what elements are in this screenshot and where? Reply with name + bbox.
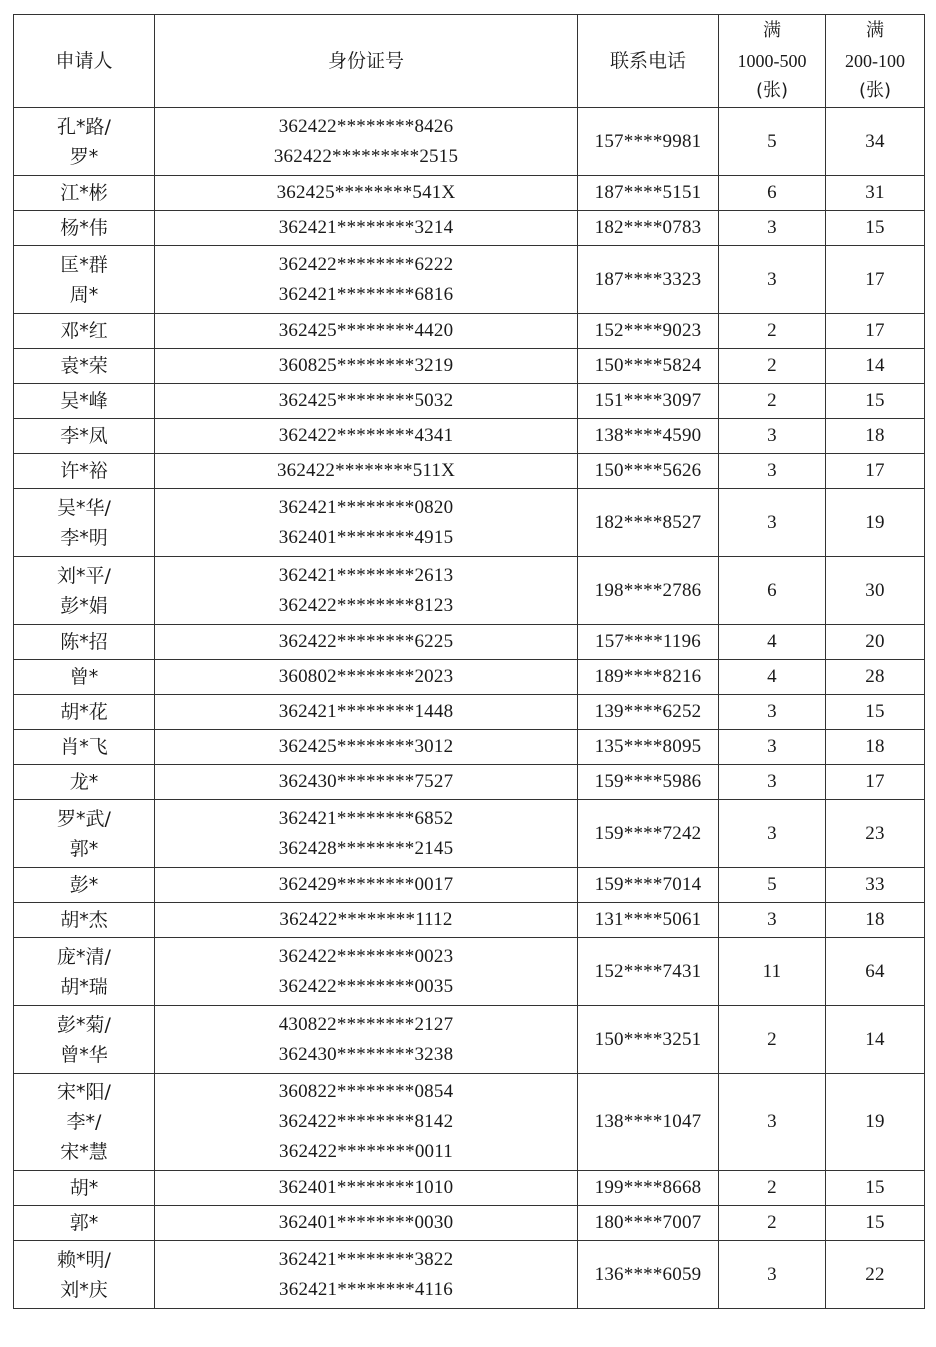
phone-cell: 138****4590 (578, 419, 719, 454)
id-number: 362422********1112 (279, 909, 453, 930)
id-number: 362421********6852 (278, 807, 454, 829)
header-applicant: 申请人 (14, 15, 155, 108)
applicant-name-cell (14, 1074, 155, 1171)
count-1000-500-cell: 3 (719, 695, 826, 730)
count-1000-500-cell: 3 (719, 903, 826, 938)
applicant-name: 胡* (69, 1177, 99, 1199)
table-row (14, 349, 925, 384)
applicant-name-cell (14, 384, 155, 419)
applicant-name: 郭* (69, 1212, 99, 1234)
count-1000-500-cell: 2 (719, 349, 826, 384)
phone-cell: 150****3251 (578, 1006, 719, 1074)
id-number: 362401********0030 (278, 1212, 454, 1233)
applicant-name: 宋*阳/ (57, 1081, 111, 1103)
applicant-name: 胡*杰 (60, 909, 108, 931)
id-number: 362425********3012 (278, 736, 454, 757)
applicant-name: 周* (69, 283, 99, 306)
id-number-cell (155, 1171, 578, 1206)
phone-cell: 189****8216 (578, 660, 719, 695)
id-number: 362428********2145 (278, 837, 454, 859)
applicant-name-cell (14, 765, 155, 800)
count-1000-500-cell: 3 (719, 419, 826, 454)
applicant-name: 曾*华 (60, 1043, 108, 1066)
applicant-name: 吴*华/ (57, 496, 111, 519)
applicant-name: 杨*伟 (60, 217, 108, 239)
phone-cell: 182****8527 (578, 489, 719, 557)
count-200-100-cell: 19 (826, 489, 925, 557)
table-row (14, 314, 925, 349)
header-count-a-line: 1000-500 (737, 51, 807, 71)
id-number: 362425********4420 (278, 320, 454, 341)
count-1000-500-cell: 2 (719, 1006, 826, 1074)
id-number: 362421********3214 (278, 217, 454, 238)
applicant-name: 刘*平/ (57, 564, 111, 587)
table-row (14, 419, 925, 454)
applicant-name-cell (14, 176, 155, 211)
id-number-cell (155, 454, 578, 489)
applicant-name-cell (14, 246, 155, 314)
id-number-cell (155, 246, 578, 314)
phone-cell: 159****5986 (578, 765, 719, 800)
table-row (14, 557, 925, 625)
id-number: 360822********0854 (278, 1081, 454, 1102)
id-number: 362422********8426 (278, 115, 454, 137)
count-200-100-cell: 17 (826, 765, 925, 800)
header-count-a-line: 满 (763, 20, 781, 41)
count-1000-500-cell: 6 (719, 176, 826, 211)
count-1000-500-cell: 3 (719, 211, 826, 246)
phone-cell: 157****9981 (578, 108, 719, 176)
applicant-name-cell (14, 695, 155, 730)
table-row (14, 1171, 925, 1206)
applicant-name: 李*凤 (60, 425, 108, 447)
phone-cell: 180****7007 (578, 1206, 719, 1241)
count-1000-500-cell: 3 (719, 1241, 826, 1309)
table-row (14, 211, 925, 246)
phone-cell: 187****5151 (578, 176, 719, 211)
applicant-name: 孔*路/ (57, 115, 111, 138)
id-number-cell (155, 625, 578, 660)
header-count-b-line: 满 (866, 20, 884, 41)
id-number-cell (155, 730, 578, 765)
phone-cell: 135****8095 (578, 730, 719, 765)
count-1000-500-cell: 4 (719, 625, 826, 660)
id-number-cell (155, 765, 578, 800)
id-number-cell (155, 419, 578, 454)
id-number-cell (155, 489, 578, 557)
id-number: 362421********1448 (278, 701, 454, 722)
table-row (14, 868, 925, 903)
count-1000-500-cell: 2 (719, 1206, 826, 1241)
table-row (14, 1206, 925, 1241)
table-row (14, 489, 925, 557)
count-1000-500-cell: 5 (719, 868, 826, 903)
applicant-name: 彭* (69, 874, 99, 896)
phone-cell: 159****7014 (578, 868, 719, 903)
table-row (14, 625, 925, 660)
applicant-name: 吴*峰 (60, 390, 108, 412)
count-200-100-cell: 31 (826, 176, 925, 211)
applicant-name: 刘*庆 (60, 1278, 108, 1301)
count-200-100-cell: 15 (826, 384, 925, 419)
id-number: 362422********6225 (278, 631, 454, 652)
count-200-100-cell: 15 (826, 211, 925, 246)
count-200-100-cell: 17 (826, 246, 925, 314)
id-number-cell (155, 903, 578, 938)
applicant-name-cell (14, 211, 155, 246)
count-1000-500-cell: 11 (719, 938, 826, 1006)
count-200-100-cell: 14 (826, 349, 925, 384)
id-number: 362422********4341 (278, 425, 454, 446)
id-number-cell (155, 660, 578, 695)
phone-cell: 182****0783 (578, 211, 719, 246)
phone-cell: 139****6252 (578, 695, 719, 730)
applicant-name-cell (14, 660, 155, 695)
id-number: 360802********2023 (278, 666, 454, 687)
applicant-name-cell (14, 314, 155, 349)
applicant-name-cell (14, 419, 155, 454)
applicant-name: 李*明 (60, 526, 108, 549)
header-id-number: 身份证号 (155, 15, 578, 108)
applicant-name-cell (14, 903, 155, 938)
applicant-name-cell (14, 1171, 155, 1206)
table-row (14, 1074, 925, 1171)
applicant-name-cell (14, 868, 155, 903)
count-1000-500-cell: 2 (719, 384, 826, 419)
count-200-100-cell: 33 (826, 868, 925, 903)
count-200-100-cell: 18 (826, 730, 925, 765)
count-1000-500-cell: 3 (719, 454, 826, 489)
count-200-100-cell: 19 (826, 1074, 925, 1171)
count-200-100-cell: 64 (826, 938, 925, 1006)
applicant-name: 肖*飞 (60, 736, 108, 758)
table-row (14, 660, 925, 695)
phone-cell: 151****3097 (578, 384, 719, 419)
table-row (14, 454, 925, 489)
count-1000-500-cell: 5 (719, 108, 826, 176)
id-number: 362401********4915 (278, 526, 454, 548)
applicant-name-cell (14, 800, 155, 868)
count-200-100-cell: 18 (826, 419, 925, 454)
id-number-cell (155, 314, 578, 349)
header-count-1000-500 (719, 15, 826, 108)
table-row (14, 695, 925, 730)
applicant-name: 龙* (69, 771, 99, 793)
table-row (14, 246, 925, 314)
id-number-cell (155, 557, 578, 625)
table-row (14, 108, 925, 176)
id-number-cell (155, 938, 578, 1006)
count-1000-500-cell: 3 (719, 730, 826, 765)
applicant-name: 庞*清/ (57, 945, 111, 968)
id-number: 362429********0017 (278, 874, 454, 895)
table-row (14, 800, 925, 868)
applicant-name-cell (14, 557, 155, 625)
id-number: 362422********6222 (278, 253, 454, 275)
header-count-a-line: (张) (755, 80, 789, 101)
count-200-100-cell: 17 (826, 454, 925, 489)
id-number: 362422********0023 (278, 945, 454, 967)
count-1000-500-cell: 6 (719, 557, 826, 625)
applicant-name: 郭* (69, 837, 99, 860)
table-row (14, 903, 925, 938)
applicant-name: 许*裕 (60, 460, 108, 482)
id-number: 362430********3238 (278, 1043, 454, 1065)
applicant-name: 宋*慧 (60, 1141, 108, 1163)
count-200-100-cell: 15 (826, 1206, 925, 1241)
count-1000-500-cell: 3 (719, 1074, 826, 1171)
count-200-100-cell: 20 (826, 625, 925, 660)
applicant-name: 邓*红 (60, 320, 108, 342)
count-1000-500-cell: 2 (719, 314, 826, 349)
id-number-cell (155, 108, 578, 176)
id-number: 362422*********2515 (273, 145, 459, 167)
count-200-100-cell: 14 (826, 1006, 925, 1074)
id-number-cell (155, 1206, 578, 1241)
id-number-cell (155, 695, 578, 730)
id-number-cell (155, 868, 578, 903)
applicant-name-cell (14, 1241, 155, 1309)
count-1000-500-cell: 2 (719, 1171, 826, 1206)
header-count-200-100 (826, 15, 925, 108)
count-200-100-cell: 17 (826, 314, 925, 349)
count-1000-500-cell: 3 (719, 800, 826, 868)
count-200-100-cell: 18 (826, 903, 925, 938)
applicant-name: 彭*娟 (60, 594, 108, 617)
applicant-name: 李*/ (66, 1111, 102, 1133)
applicant-name: 彭*菊/ (57, 1013, 111, 1036)
id-number-cell (155, 1241, 578, 1309)
applicant-name-cell (14, 349, 155, 384)
phone-cell: 138****1047 (578, 1074, 719, 1171)
count-200-100-cell: 15 (826, 1171, 925, 1206)
table-row (14, 1241, 925, 1309)
phone-cell: 198****2786 (578, 557, 719, 625)
id-number-cell (155, 1074, 578, 1171)
count-1000-500-cell: 3 (719, 489, 826, 557)
applicant-name: 胡*花 (60, 701, 108, 723)
applicant-name: 袁*荣 (60, 355, 108, 377)
phone-cell: 152****7431 (578, 938, 719, 1006)
id-number: 362421********4116 (279, 1278, 453, 1300)
count-200-100-cell: 22 (826, 1241, 925, 1309)
id-number: 362421********2613 (278, 564, 454, 586)
id-number: 362422********0035 (278, 975, 454, 997)
phone-cell: 159****7242 (578, 800, 719, 868)
id-number: 362425********5032 (278, 390, 454, 411)
phone-cell: 136****6059 (578, 1241, 719, 1309)
id-number: 362430********7527 (278, 771, 454, 792)
phone-cell: 150****5824 (578, 349, 719, 384)
applicant-name-cell (14, 454, 155, 489)
applicant-name-cell (14, 625, 155, 660)
applicant-name: 陈*招 (60, 631, 108, 653)
count-200-100-cell: 30 (826, 557, 925, 625)
header-row (14, 15, 925, 108)
id-number-cell (155, 384, 578, 419)
id-number-cell (155, 800, 578, 868)
applicant-name: 罗* (69, 145, 99, 168)
id-number: 362421********3822 (278, 1248, 454, 1270)
id-number-cell (155, 1006, 578, 1074)
applicant-name: 江*彬 (60, 182, 108, 204)
phone-cell: 199****8668 (578, 1171, 719, 1206)
applicant-name-cell (14, 108, 155, 176)
id-number: 362422********8142 (278, 1111, 454, 1132)
phone-cell: 152****9023 (578, 314, 719, 349)
phone-cell: 150****5626 (578, 454, 719, 489)
applicant-name: 匡*群 (60, 253, 108, 276)
id-number: 360825********3219 (278, 355, 454, 376)
count-200-100-cell: 28 (826, 660, 925, 695)
id-number: 362422********511X (276, 460, 456, 481)
id-number: 362422********8123 (278, 594, 454, 616)
count-1000-500-cell: 4 (719, 660, 826, 695)
id-number: 362425********541X (276, 182, 456, 203)
count-1000-500-cell: 3 (719, 765, 826, 800)
id-number-cell (155, 349, 578, 384)
applicant-name: 曾* (69, 666, 99, 688)
id-number: 362422********0011 (279, 1141, 453, 1162)
table-row (14, 1006, 925, 1074)
table-row (14, 938, 925, 1006)
applicant-name-cell (14, 730, 155, 765)
table-row (14, 384, 925, 419)
count-1000-500-cell: 3 (719, 246, 826, 314)
table-row (14, 176, 925, 211)
count-200-100-cell: 23 (826, 800, 925, 868)
id-number: 362401********1010 (278, 1177, 454, 1198)
id-number-cell (155, 176, 578, 211)
header-count-b-line: (张) (858, 80, 892, 101)
phone-cell: 131****5061 (578, 903, 719, 938)
applicant-name-cell (14, 938, 155, 1006)
applicant-name: 胡*瑞 (60, 975, 108, 998)
header-phone: 联系电话 (578, 15, 719, 108)
applicant-name: 罗*武/ (57, 807, 111, 830)
phone-cell: 157****1196 (578, 625, 719, 660)
header-count-b-line: 200-100 (845, 51, 905, 71)
id-number: 362421********6816 (278, 283, 454, 305)
id-number-cell (155, 211, 578, 246)
id-number: 362421********0820 (278, 496, 454, 518)
table-row (14, 730, 925, 765)
count-200-100-cell: 34 (826, 108, 925, 176)
table-row (14, 765, 925, 800)
applicant-name-cell (14, 1006, 155, 1074)
count-200-100-cell: 15 (826, 695, 925, 730)
id-number: 430822********2127 (278, 1013, 454, 1035)
applicant-name-cell (14, 489, 155, 557)
applicant-name-cell (14, 1206, 155, 1241)
applicant-name: 赖*明/ (57, 1248, 111, 1271)
applicant-table (13, 14, 925, 1309)
phone-cell: 187****3323 (578, 246, 719, 314)
